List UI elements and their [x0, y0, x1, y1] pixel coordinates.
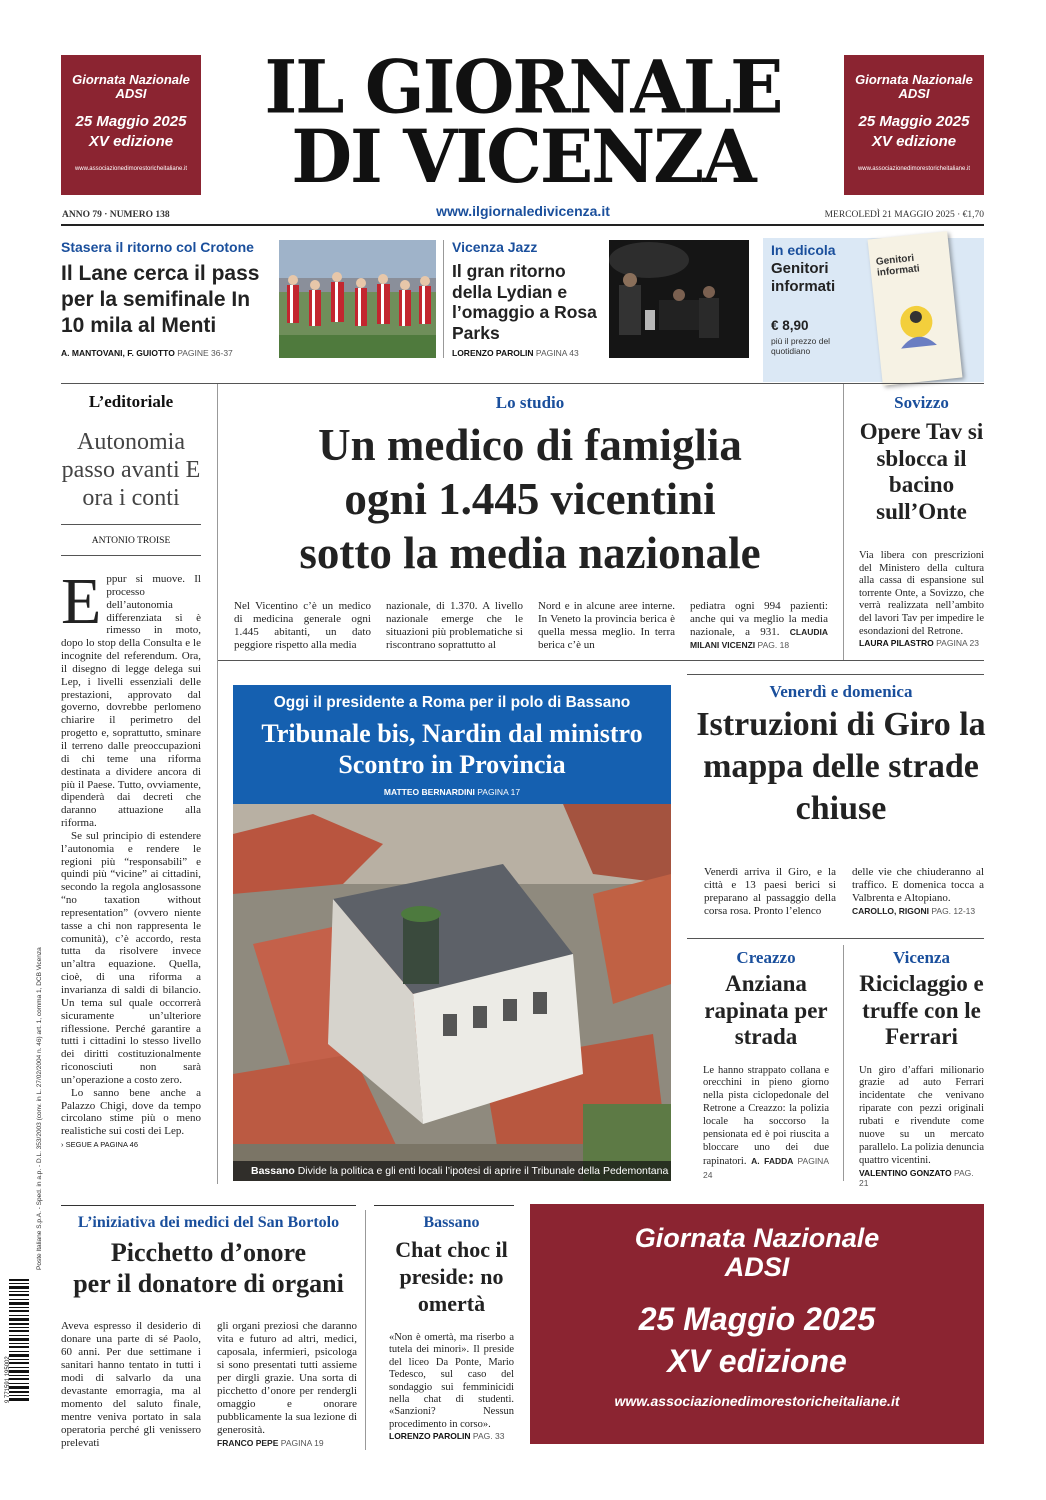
- editoriale-author: ANTONIO TROISE: [91, 536, 171, 546]
- tribunale-title: Tribunale bis, Nardin dal ministro Scontro in Provincia: [261, 719, 643, 779]
- ferrari-body: Un giro d’affari milionario grazie ad auto Ferrari incidentate che venivano riparate con pezzi originali rubati e rivendute come nuove su un mercato parallelo. La polizia denuncia quattro vicentini.: [859, 1064, 984, 1166]
- ad-big-edition: XV edizione: [667, 1343, 847, 1379]
- tribunale-kicker: Oggi il presidente a Roma per il polo di Bassano: [273, 694, 631, 711]
- ad-url: www.associazionedimorestoricheitaliane.it: [74, 166, 188, 172]
- bassano-body: «Non è omertà, ma riserbo a tutela dei minori». Il preside del liceo Da Ponte, Mario Tedesco, sul caso del sondaggio sui femminicidi nella chat di studenti. «Sanzioni? Nessun procedimento in corso».: [389, 1332, 514, 1430]
- drop-cap: E: [61, 565, 102, 638]
- postal-info: Poste Italiane S.p.A. - Sped. in a.p. - D.L. 353/2003 (conv. in L. 27/02/2004 n. 46) art. 1, comma 1, DCB Vicenza: [36, 947, 43, 1270]
- lead-title-line1: Un medico di famiglia: [318, 420, 742, 470]
- lead-title-line3: sotto la media nazionale: [299, 528, 761, 578]
- giro-kicker: Venerdì e domenica: [769, 682, 913, 701]
- giro-bottom-rule: [687, 938, 984, 939]
- donatore-kicker: L’iniziativa dei medici del San Bortolo: [77, 1214, 340, 1231]
- issue-number: ANNO 79 · NUMERO 138: [62, 210, 170, 220]
- teaser-jazz[interactable]: [452, 238, 602, 358]
- bassano-kicker: Bassano: [423, 1214, 480, 1231]
- right-column-rule: [843, 384, 844, 660]
- tribunale-photo: [233, 804, 671, 1181]
- ferrari-byline: VALENTINO GONZATO PAG. 21: [859, 1167, 974, 1188]
- donatore-story[interactable]: [61, 1214, 356, 1299]
- date-price: MERCOLEDÌ 21 MAGGIO 2025 · €1,70: [824, 210, 984, 220]
- lead-col-3: Nord e in alcune aree interne. In Veneto la provincia berica è quella messa meglio. In terra berica c’è un: [538, 600, 675, 651]
- teaser-divider: [443, 240, 444, 358]
- editoriale[interactable]: [61, 392, 201, 1149]
- teaser-byline: LORENZO PAROLIN PAGINA 43: [452, 348, 579, 358]
- sovizzo-body: Via libera con prescrizioni del Ministero della cultura alla cassa di espansione sul torrente Onte, a Sovizzo, che verrà realizzata nell’ambito del lavori Tav per impedire le esondazioni del Retrone.: [859, 550, 984, 637]
- football-photo: [279, 240, 436, 358]
- lead-title-line2: ogni 1.445 vicentini: [344, 474, 716, 524]
- editoriale-body: Eppur si muove. Il processo dell’autonomia differenziata si è rimesso in moto, dopo lo stop della Consulta e le incognite del referendum. Ora, il disegno di legge delega sui Lep, i livelli essenziali delle prestazioni, approvato dal governo, dovrebbe perlomeno chiarire il perimetro del progetto e, soprattutto, sminare il terreno dalle preoccupazioni di chi teme una riforma destinata a dividere ancora di più il Paese. Tutto, ovviamente, dipenderà dai decreti che daranno attuazione alla riforma. Se sul principio di estendere l’autonomia e rendere le regioni più “responsabili” e quindi più “vicine” ai cittadini, secondo la regola anglosassone “no taxation without representation” (ovvero niente tasse a chi non rappresenta le comunità), c’è accordo, resta tutta da risolvere invece un’altra equazione. Quella, cioè, di una riforma a invarianza di saldi di bilancio. Un tema sul quale occorrerà sicuramente un’ulteriore riflessione. Perché garantire a tutti i cittadini lo stesso livello dei diritti costituzionalmente riconosciuti non sarà un’operazione a costo zero. Lo sanno bene anche a Palazzo Chigi, dove da tempo circolano stime più o meno realistiche sui costi dei Lep.: [61, 565, 201, 1138]
- lead-col-1: Nel Vicentino c’è un medico di medicina generale ogni 1.445 abitanti, un dato peggiore rispetto alla media: [234, 600, 371, 651]
- adsi-ad-top-right[interactable]: [844, 55, 984, 195]
- teaser-title: Genitori informati: [771, 260, 836, 295]
- barcode-number: 9 771591 195002: [5, 1356, 11, 1403]
- teaser-title: Il gran ritorno della Lydian e l’omaggio a Rosa Parks: [452, 261, 597, 343]
- teaser-kicker: Vicenza Jazz: [452, 239, 538, 255]
- teaser-calcio[interactable]: [61, 238, 273, 358]
- creazzo-title: Anziana rapinata per strada: [704, 971, 828, 1049]
- teaser-kicker: In edicola: [771, 242, 836, 258]
- masthead-line1: IL GIORNALE: [264, 43, 782, 131]
- lead-title[interactable]: [222, 418, 838, 580]
- website-link[interactable]: www.ilgiornaledivicenza.it: [436, 203, 610, 219]
- left-column-rule: [217, 384, 218, 1184]
- masthead-rule: [61, 224, 984, 226]
- ferrari-title: Riciclaggio e truffe con le Ferrari: [859, 971, 984, 1049]
- teaser-price-note: più il prezzo del quotidiano: [771, 336, 831, 356]
- teaser-kicker: Stasera il ritorno col Crotone: [61, 239, 254, 255]
- donatore-col-1: Aveva espresso il desiderio di donare una parte di sé Paolo, 60 anni. Per due settimane i sanitari hanno tentato in tutti i modi di salvarlo da una devastante emorragia, ma al momento del saluto finale, mentre veniva portato in sala operatoria perché gli venissero prelevati: [61, 1320, 201, 1449]
- ad-edition: XV edizione: [88, 133, 174, 150]
- sovizzo-title: Opere Tav si sblocca il bacino sull’Onte: [859, 419, 984, 524]
- bassano-story[interactable]: [389, 1214, 514, 1441]
- tribunale-story[interactable]: [233, 685, 671, 1181]
- barcode: [5, 1275, 29, 1405]
- book-cover: [868, 231, 963, 386]
- tribunale-byline: MATTEO BERNARDINI PAGINA 17: [383, 787, 521, 797]
- lead-col-4: pediatra ogni 994 pazienti: anche qui va meglio la media nazionale, a 931. CLAUDIA MILANI VICENZI PAG. 18: [690, 600, 829, 650]
- ad-big-title: Giornata Nazionale ADSI: [634, 1223, 880, 1282]
- creazzo-ferrari-divider: [843, 945, 844, 1181]
- editoriale-kicker: L’editoriale: [88, 392, 174, 411]
- ad-title: Giornata Nazionale ADSI: [855, 72, 973, 101]
- editoriale-continue[interactable]: › SEGUE A PAGINA 46: [61, 1140, 138, 1150]
- jazz-photo: [609, 240, 749, 358]
- teaser-edicola[interactable]: [763, 238, 984, 382]
- editoriale-title: Autonomia passo avanti E ora i conti: [61, 429, 201, 511]
- ad-big-date: 25 Maggio 2025: [638, 1301, 876, 1337]
- donatore-title: Picchetto d’onore per il donatore di organi: [73, 1238, 344, 1298]
- masthead-title: [240, 43, 806, 200]
- ad-big-url: www.associazionedimorestoricheitaliane.it: [614, 1393, 900, 1409]
- bassano-top-rule: [374, 1205, 514, 1206]
- sovizzo-byline: LAURA PILASTRO PAGINA 23: [859, 638, 979, 649]
- donatore-top-rule: [61, 1205, 356, 1206]
- ad-edition: XV edizione: [871, 133, 957, 150]
- teaser-title: Il Lane cerca il pass per la semifinale In 10 mila al Menti: [61, 262, 260, 337]
- giro-story[interactable]: [696, 682, 986, 830]
- ferrari-kicker: Vicenza: [893, 948, 950, 967]
- teaser-byline: A. MANTOVANI, F. GUIOTTO PAGINE 36-37: [61, 348, 233, 358]
- ad-date: 25 Maggio 2025: [75, 113, 187, 130]
- giro-col-2: delle vie che chiuderanno al traffico. E domenica tocca a Valbrenta e Altopiano. CAROLLO, RIGONI PAG. 12-13: [852, 866, 984, 916]
- ad-url: www.associazionedimorestoricheitaliane.it: [857, 166, 971, 172]
- book-cover-title: Genitori informati: [875, 252, 921, 279]
- sovizzo-kicker: Sovizzo: [894, 393, 949, 412]
- tribunale-caption: Bassano Divide la politica e gli enti locali l’ipotesi di aprire il Tribunale della Pedemontana: [251, 1165, 669, 1177]
- creazzo-story[interactable]: [703, 948, 829, 1183]
- masthead-line2: DI VICENZA: [291, 112, 755, 200]
- teaser-bottom-rule: [61, 383, 984, 384]
- giro-top-rule: [687, 674, 984, 675]
- creazzo-body: Le hanno strappato collana e orecchini in pieno giorno nella pista ciclopedonale del Retrone a Creazzo: la polizia locale ha soccorso la pensionata ed è poi riuscita a bloccare uno dei due rapinatori. A. FADDA PAGINA 24: [703, 1064, 829, 1180]
- giro-title: Istruzioni di Giro la mappa delle strade chiuse: [696, 706, 986, 827]
- teaser-price: € 8,90: [771, 318, 809, 333]
- bottom-column-rule: [365, 1210, 366, 1450]
- adsi-ad-top-left[interactable]: [61, 55, 201, 195]
- lead-col-2: nazionale, di 1.370. A livello nazionale emerge che le situazioni più problematiche si riscontrano soprattutto al: [386, 600, 523, 651]
- creazzo-kicker: Creazzo: [736, 948, 796, 967]
- editoriale-rule: [61, 524, 201, 525]
- bassano-title: Chat choc il preside: no omertà: [395, 1237, 508, 1316]
- lead-kicker: Lo studio: [495, 393, 565, 412]
- ferrari-story[interactable]: [859, 948, 984, 1188]
- giro-col-1: Venerdì arriva il Giro, e la città e 13 paesi berici si preparano al passaggio della corsa rosa. Pronto l’elenco: [704, 866, 836, 917]
- ad-title: Giornata Nazionale ADSI: [72, 72, 190, 101]
- sovizzo-story[interactable]: [859, 393, 984, 648]
- lead-bottom-rule: [218, 660, 984, 661]
- bassano-byline: LORENZO PAROLIN PAG. 33: [389, 1431, 505, 1442]
- adsi-ad-bottom[interactable]: [530, 1204, 984, 1444]
- ad-date: 25 Maggio 2025: [858, 113, 970, 130]
- donatore-col-2: gli organi preziosi che daranno vita e futuro ad altri, medici, caposala, infermieri, psicologa si sono presentati tutti assieme per dirgli grazie. Una sorta di picchetto d’onore per rendergli omaggio e onorare pubblicamente la sua lezione di generosità. FRANCO PEPE PAGINA 19: [217, 1320, 357, 1448]
- editoriale-author-rule: [61, 555, 201, 556]
